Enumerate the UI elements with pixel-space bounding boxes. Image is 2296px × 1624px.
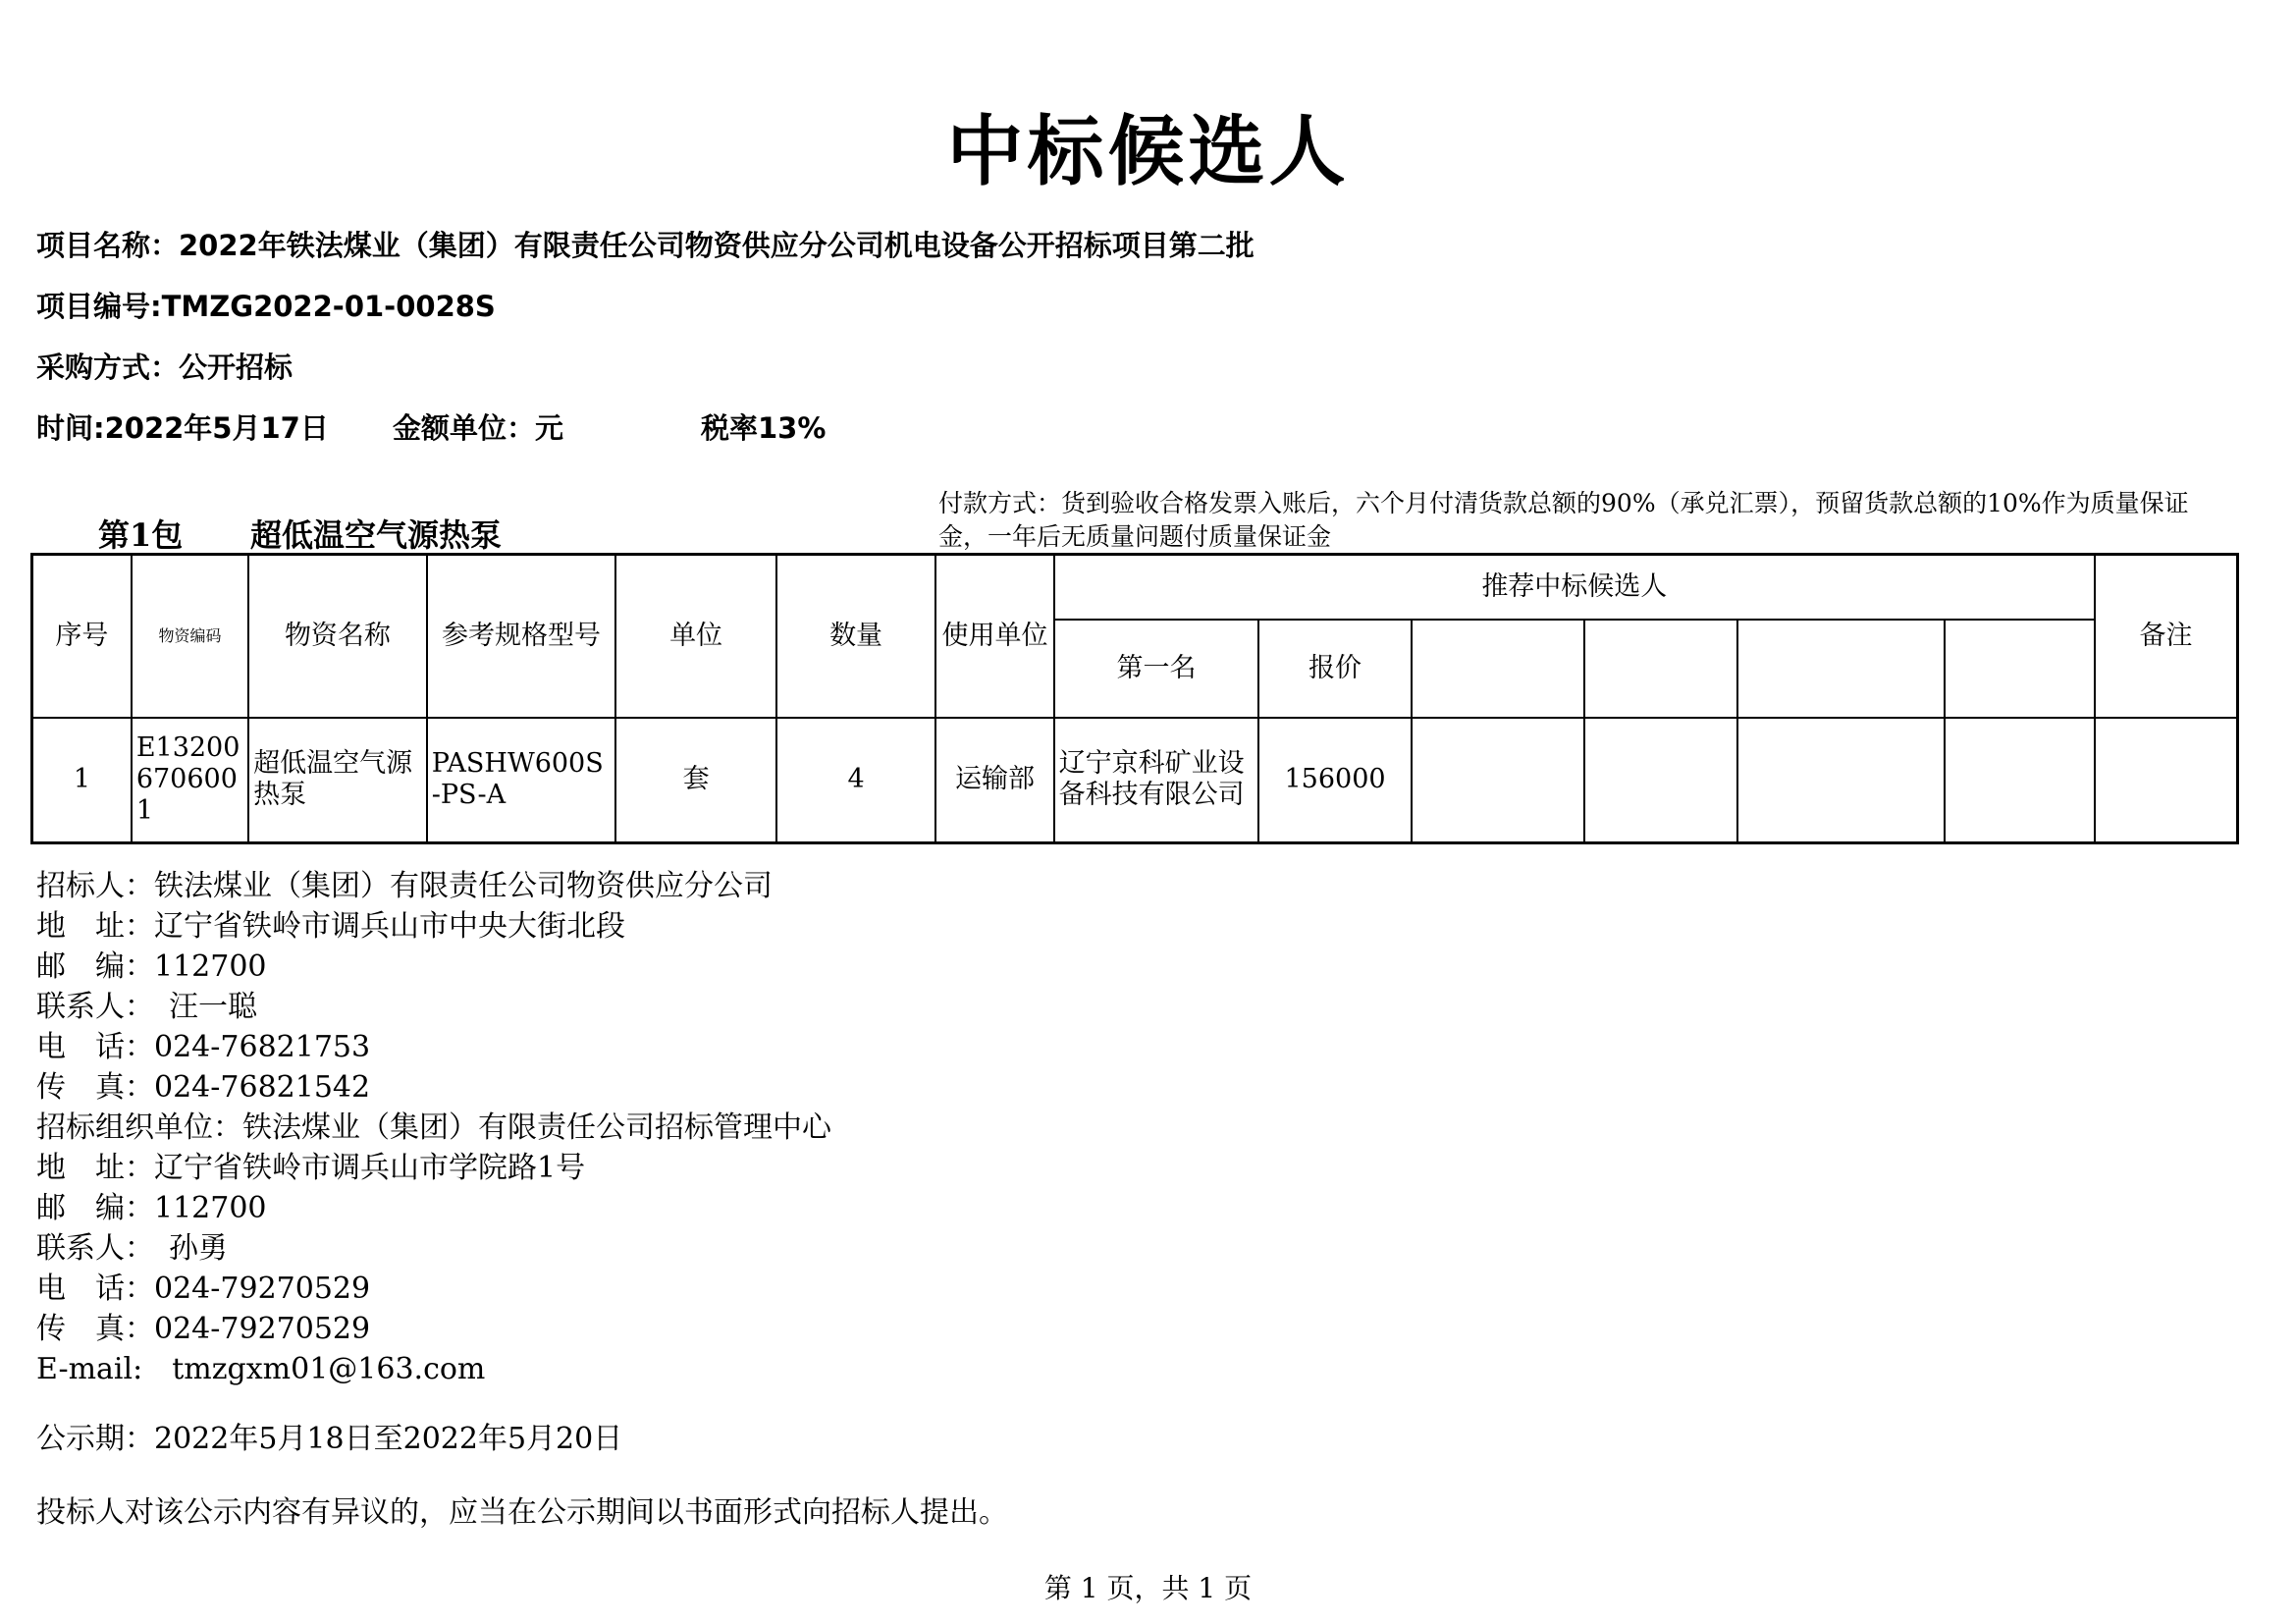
cell-price: 156000	[1258, 718, 1411, 843]
publicity-period: 公示期：2022年5月18日至2022年5月20日	[36, 1422, 623, 1456]
cell-blank-1	[1412, 718, 1585, 843]
header-price: 报价	[1258, 620, 1411, 718]
agency: 招标组织单位：铁法煤业（集团）有限责任公司招标管理中心	[36, 1110, 831, 1145]
currency-unit: 金额单位：元	[393, 411, 564, 445]
cell-blank-2	[1584, 718, 1736, 843]
header-first: 第一名	[1054, 620, 1259, 718]
header-name: 物资名称	[248, 555, 427, 718]
agency-address: 地 址：辽宁省铁岭市调兵山市学院路1号	[36, 1151, 586, 1185]
cell-dept: 运输部	[935, 718, 1053, 843]
tenderer-fax: 传 真：024-76821542	[36, 1070, 371, 1105]
cell-qty: 4	[776, 718, 936, 843]
package-number: 第1包	[98, 516, 184, 554]
project-name: 项目名称：2022年铁法煤业（集团）有限责任公司物资供应分公司机电设备公开招标项目第二批	[36, 229, 1255, 262]
header-blank-4	[1945, 620, 2095, 718]
cell-code: E132006706001	[132, 718, 248, 843]
agency-fax: 传 真：024-79270529	[36, 1312, 371, 1346]
header-seq: 序号	[32, 555, 132, 718]
header-unit: 单位	[615, 555, 776, 718]
agency-email: E-mail: tmzgxm01@163.com	[36, 1352, 486, 1386]
package-name: 超低温空气源热泵	[250, 516, 503, 554]
table-row	[32, 718, 2238, 843]
tenderer-address: 地 址：辽宁省铁岭市调兵山市中央大街北段	[36, 909, 625, 944]
agency-zip: 邮 编：112700	[36, 1191, 267, 1225]
project-code: 项目编号:TMZG2022-01-0028S	[36, 290, 496, 323]
cell-blank-3	[1737, 718, 1946, 843]
agency-phone: 电 话：024-79270529	[36, 1272, 371, 1306]
cell-first: 辽宁京科矿业设备科技有限公司	[1054, 718, 1259, 843]
page-title: 中标候选人	[946, 108, 1350, 196]
header-dept: 使用单位	[935, 555, 1053, 718]
header-spec: 参考规格型号	[427, 555, 616, 718]
header-blank-3	[1737, 620, 1946, 718]
cell-blank-4	[1945, 718, 2095, 843]
payment-terms: 付款方式：货到验收合格发票入账后，六个月付清货款总额的90%（承兑汇票），预留货款总额的10%作为质量保证金，一年后无质量问题付质量保证金	[938, 489, 2189, 551]
candidate-table	[30, 553, 2239, 844]
cell-seq: 1	[32, 718, 132, 843]
tax-rate: 税率13%	[701, 411, 827, 445]
header-recommend: 推荐中标候选人	[1054, 555, 2095, 620]
publish-date: 时间:2022年5月17日	[36, 411, 329, 445]
cell-remark	[2095, 718, 2238, 843]
header-qty: 数量	[776, 555, 936, 718]
tenderer: 招标人：铁法煤业（集团）有限责任公司物资供应分公司	[36, 869, 773, 903]
agency-contact-person: 联系人： 孙勇	[36, 1231, 228, 1266]
cell-name: 超低温空气源热泵	[248, 718, 427, 843]
header-code: 物资编码	[132, 555, 248, 718]
cell-spec: PASHW600S-PS-A	[427, 718, 616, 843]
tenderer-phone: 电 话：024-76821753	[36, 1030, 371, 1064]
header-remark: 备注	[2095, 555, 2238, 718]
header-blank-2	[1584, 620, 1736, 718]
tenderer-zip: 邮 编：112700	[36, 949, 267, 984]
header-blank-1	[1412, 620, 1585, 718]
page-number: 第 1 页，共 1 页	[1043, 1572, 1253, 1604]
procurement-method: 采购方式：公开招标	[36, 351, 294, 384]
objection-notice: 投标人对该公示内容有异议的，应当在公示期间以书面形式向招标人提出。	[36, 1495, 1008, 1530]
cell-unit: 套	[615, 718, 776, 843]
tenderer-contact-person: 联系人： 汪一聪	[36, 990, 257, 1024]
